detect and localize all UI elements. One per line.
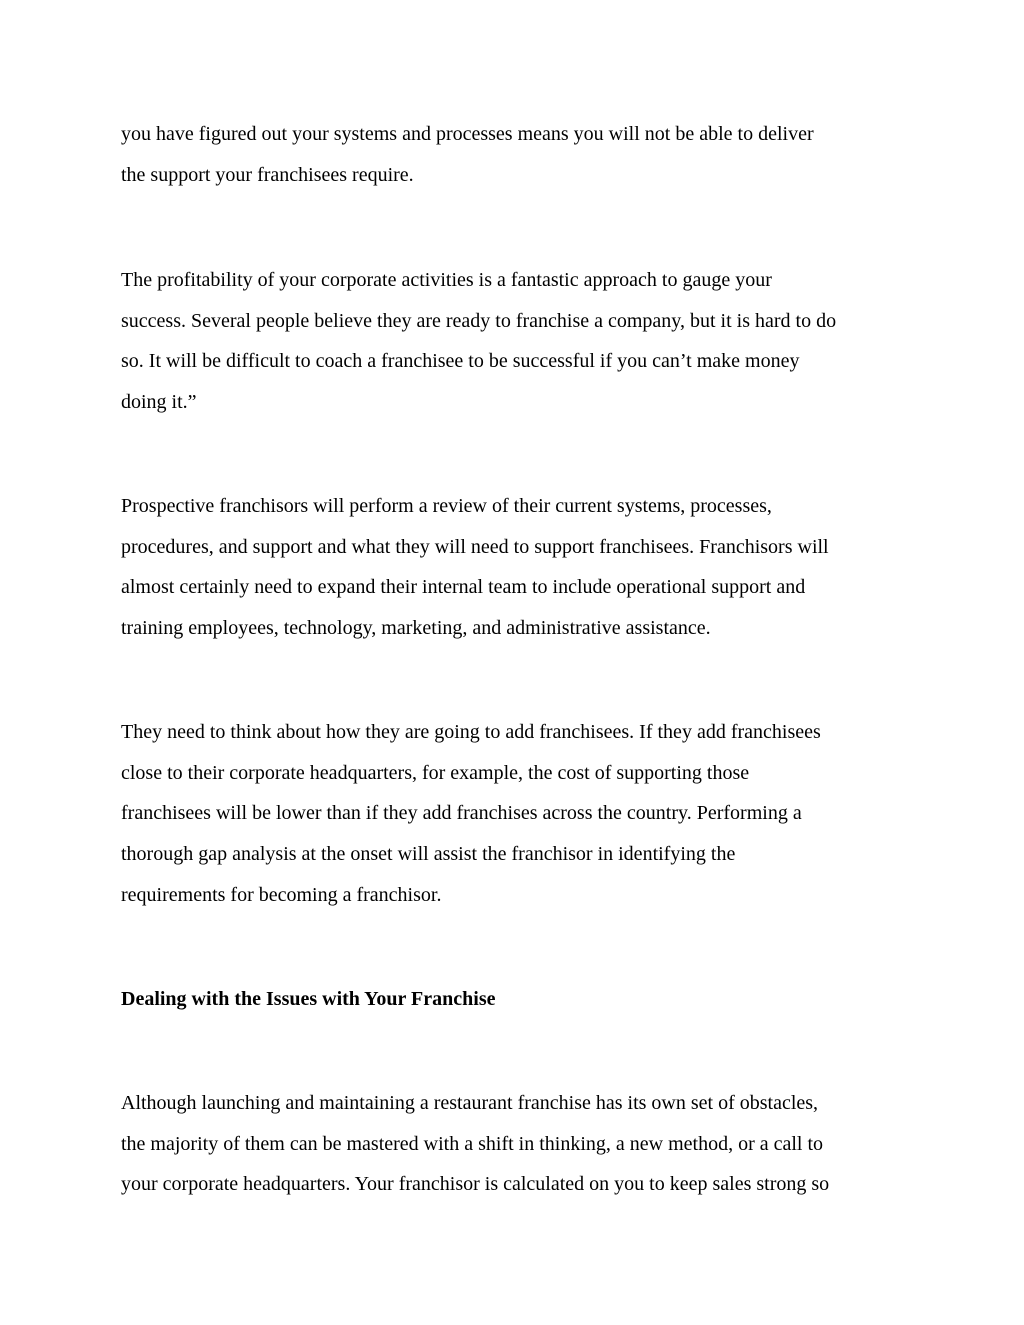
text-line: Although launching and maintaining a restaurant franchise has its own set of obstacles, (121, 1092, 819, 1114)
text-line: almost certainly need to expand their internal team to include operational support and (121, 576, 806, 598)
text-line: procedures, and support and what they will need to support franchisees. Franchisors will (121, 536, 829, 558)
text-line: so. It will be difficult to coach a franchisee to be successful if you can’t make money (121, 350, 800, 372)
text-line: requirements for becoming a franchisor. (121, 884, 442, 906)
text-line: your corporate headquarters. Your franchisor is calculated on you to keep sales strong so (121, 1173, 830, 1195)
text-line: the majority of them can be mastered with a shift in thinking, a new method, or a call to (121, 1133, 824, 1155)
text-line: doing it.” (121, 391, 197, 413)
text-line: training employees, technology, marketing, and administrative assistance. (121, 617, 711, 639)
text-line: thorough gap analysis at the onset will assist the franchisor in identifying the (121, 843, 736, 865)
text-line: The profitability of your corporate activities is a fantastic approach to gauge your (121, 269, 772, 291)
text-line: Prospective franchisors will perform a review of their current systems, processes, (121, 495, 772, 517)
text-line: you have figured out your systems and processes means you will not be able to deliver (121, 123, 814, 145)
text-line: success. Several people believe they are ready to franchise a company, but it is hard to do (121, 310, 837, 332)
section-heading: Dealing with the Issues with Your Franchise (121, 988, 496, 1010)
text-line: They need to think about how they are going to add franchisees. If they add franchisees (121, 721, 821, 743)
text-line: franchisees will be lower than if they add franchises across the country. Performing a (121, 802, 802, 824)
text-line: the support your franchisees require. (121, 164, 414, 186)
text-line: close to their corporate headquarters, for example, the cost of supporting those (121, 762, 750, 784)
